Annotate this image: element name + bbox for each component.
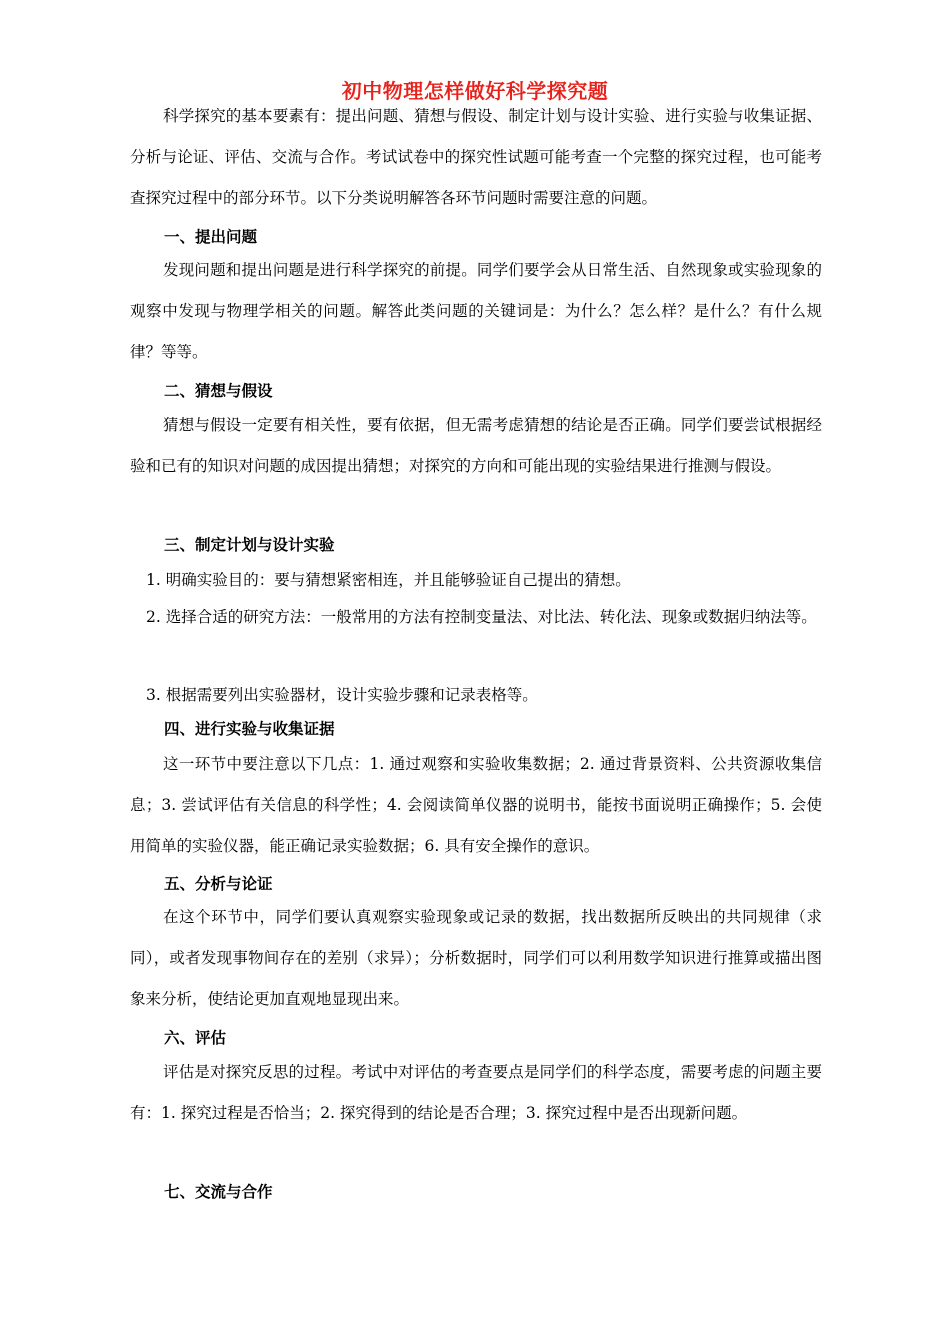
section-heading-5: 五、分析与论证 (164, 874, 273, 893)
section-body-1: 发现问题和提出问题是进行科学探究的前提。同学们要学会从日常生活、自然现象或实验现象的观察中发现与物理学相关的问题。解答此类问题的关键词是：为什么？怎么样？是什么？有什么规律？等等。 (130, 261, 822, 361)
document-title: 初中物理怎样做好科学探究题 (341, 79, 609, 103)
section-body-6: 评估是对探究反思的过程。考试中对评估的考查要点是同学们的科学态度，需要考虑的问题主要有：1. 探究过程是否恰当；2. 探究得到的结论是否合理；3. 探究过程中是否出现新问题。 (130, 1063, 822, 1122)
section-body-2: 猜想与假设一定要有相关性，要有依据，但无需考虑猜想的结论是否正确。同学们要尝试根据经验和已有的知识对问题的成因提出猜想；对探究的方向和可能出现的实验结果进行推测与假设。 (130, 416, 822, 475)
section-heading-2: 二、猜想与假设 (164, 381, 273, 400)
section-heading-7: 七、交流与合作 (164, 1182, 273, 1201)
list-item-1: 1. 明确实验目的：要与猜想紧密相连，并且能够验证自己提出的猜想。 (146, 571, 631, 589)
section-body-5: 在这个环节中，同学们要认真观察实验现象或记录的数据，找出数据所反映出的共同规律（求同），或者发现事物间存在的差别（求异）；分析数据时，同学们可以利用数学知识进行推算或描出图象来分析，使结论更加直观地显现出来。 (130, 908, 822, 1008)
section-heading-3: 三、制定计划与设计实验 (164, 535, 335, 554)
list-item-2: 2. 选择合适的研究方法：一般常用的方法有控制变量法、对比法、转化法、现象或数据归纳法等。 (146, 608, 817, 626)
section-heading-6: 六、评估 (164, 1028, 227, 1047)
intro-paragraph: 科学探究的基本要素有：提出问题、猜想与假设、制定计划与设计实验、进行实验与收集证据、分析与论证、评估、交流与合作。考试试卷中的探究性试题可能考查一个完整的探究过程，也可能考查探究过程中的部分环节。以下分类说明解答各环节问题时需要注意的问题。 (130, 107, 822, 207)
section-body-4: 这一环节中要注意以下几点：1. 通过观察和实验收集数据；2. 通过背景资料、公共资源收集信息；3. 尝试评估有关信息的科学性；4. 会阅读简单仪器的说明书，能按书面说明正确操作；5. 会使用简单的实验仪器，能正确记录实验数据；6. 具有安全操作的意识。 (130, 755, 822, 855)
list-item-3: 3. 根据需要列出实验器材，设计实验步骤和记录表格等。 (146, 686, 538, 704)
section-heading-1: 一、提出问题 (164, 227, 258, 246)
section-heading-4: 四、进行实验与收集证据 (164, 719, 335, 738)
